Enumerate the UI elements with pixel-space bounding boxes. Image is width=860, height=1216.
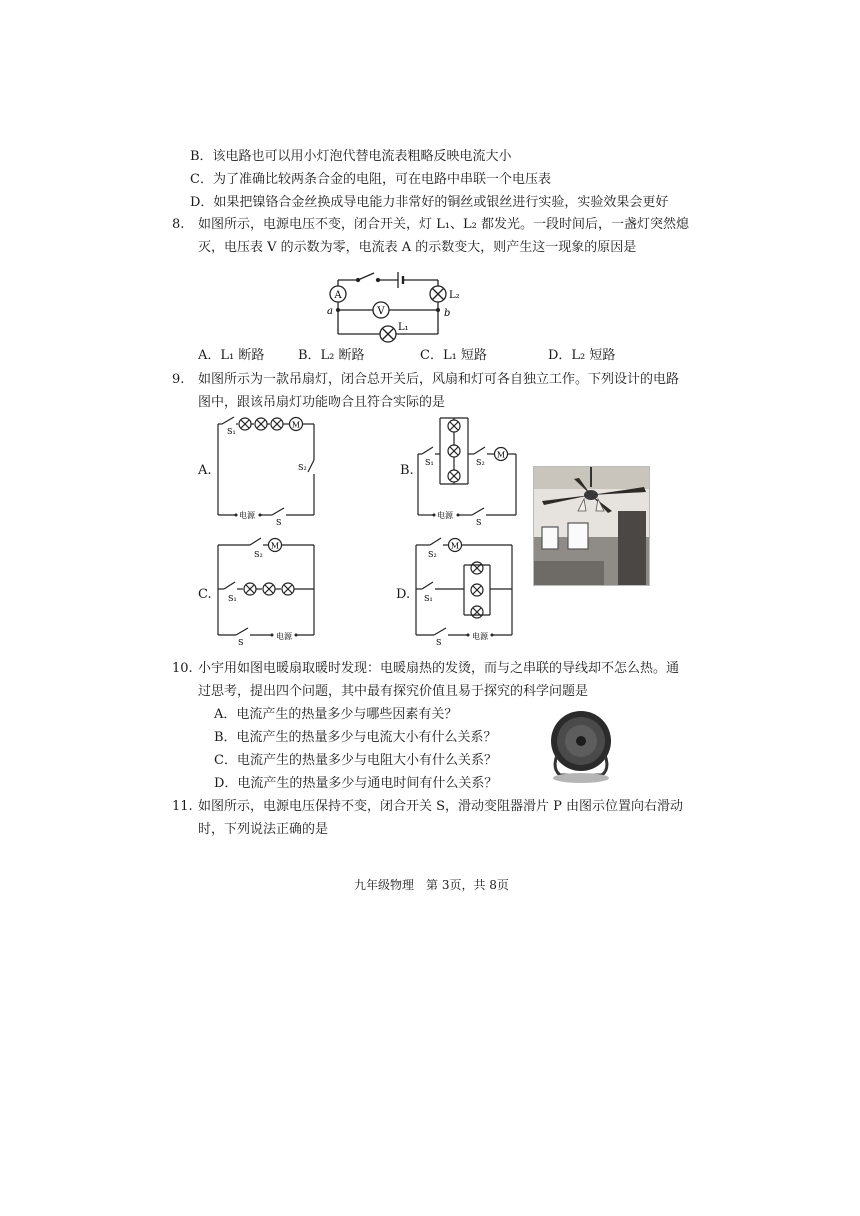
- q10-option-a: A．电流产生的热量多少与哪些因素有关？: [214, 707, 458, 722]
- q9-number: 9.: [172, 372, 185, 387]
- ammeter-label: A: [334, 290, 342, 301]
- switch-s1-label: S₁: [424, 594, 433, 603]
- q9-label-a: A.: [198, 463, 212, 478]
- motor-label: M: [270, 541, 280, 551]
- lamp2-label: L₂: [449, 290, 460, 301]
- motor-label: M: [450, 541, 460, 551]
- q8-option-d: D．L₂ 短路: [548, 348, 616, 363]
- switch-s-label: S: [476, 518, 482, 525]
- power-label: 电源: [239, 511, 255, 520]
- switch-s2-label: S₂: [476, 458, 485, 467]
- q8-text-line1: 如图所示，电源电压不变，闭合开关，灯 L₁、L₂ 都发光。一段时间后，一盏灯突然熄: [198, 217, 689, 232]
- q9-text-line1: 如图所示为一款吊扇灯，闭合总开关后，风扇和灯可各自独立工作。下列设计的电路: [198, 372, 680, 387]
- q8-number: 8.: [172, 217, 185, 232]
- switch-s1-label: S₁: [227, 427, 236, 436]
- q8-option-b: B．L₂ 断路: [298, 348, 365, 363]
- q10-option-b: B．电流产生的热量多少与电流大小有什么关系？: [214, 730, 497, 745]
- q7-option-d: D．如果把镍铬合金丝换成导电能力非常好的铜丝或银丝进行实验，实验效果会更好: [190, 195, 669, 210]
- switch-s-label: S: [238, 638, 244, 647]
- q11-number: 11.: [172, 799, 193, 814]
- q11-text-line2: 时，下列说法正确的是: [198, 822, 329, 837]
- switch-s-label: S: [276, 518, 282, 525]
- power-label: 电源: [437, 511, 453, 520]
- lamp1-label: L₁: [398, 322, 409, 333]
- ceiling-fan-image: [534, 467, 649, 585]
- q8-circuit-diagram: [318, 268, 478, 348]
- motor-label: M: [291, 420, 301, 430]
- switch-s2-label: S₂: [298, 463, 307, 472]
- q10-option-d: D．电流产生的热量多少与通电时间有什么关系？: [214, 776, 498, 791]
- q9-circuit-a: [210, 410, 325, 525]
- switch-s1-label: S₁: [425, 458, 434, 467]
- q7-option-b: B．该电路也可以用小灯泡代替电流表粗略反映电流大小: [190, 149, 512, 164]
- ceiling-fan-photo: [533, 466, 650, 586]
- q8-option-c: C．L₁ 短路: [420, 348, 487, 363]
- page-footer: 九年级物理 第 3页，共 8页: [354, 878, 509, 892]
- q9-circuit-d: [408, 535, 523, 647]
- q8-text-line2: 灭，电压表 V 的示数为零，电流表 A 的示数变大，则产生这一现象的原因是: [198, 240, 637, 255]
- q7-option-c: C．为了准确比较两条合金的电阻，可在电路中串联一个电压表: [190, 172, 551, 187]
- q10-option-c: C．电流产生的热量多少与电阻大小有什么关系？: [214, 753, 497, 768]
- voltmeter-label: V: [377, 306, 385, 317]
- power-label: 电源: [276, 632, 292, 641]
- q9-label-c: C.: [198, 587, 212, 602]
- q9-circuit-b: [412, 410, 527, 525]
- q10-text-line2: 过思考，提出四个问题，其中最有探究价值且易于探究的科学问题是: [198, 684, 589, 699]
- node-a-label: a: [327, 306, 333, 317]
- electric-heater-photo: [540, 705, 622, 787]
- q8-options: [198, 347, 638, 365]
- switch-s2-label: S₂: [254, 550, 263, 559]
- q9-label-b: B.: [400, 463, 414, 478]
- q9-label-d: D.: [396, 587, 411, 602]
- switch-s-label: S: [436, 638, 442, 647]
- motor-label: M: [496, 450, 506, 460]
- q10-number: 10.: [172, 661, 193, 676]
- power-label: 电源: [472, 632, 488, 641]
- switch-s2-label: S₂: [428, 550, 437, 559]
- q10-text-line1: 小宇用如图电暖扇取暖时发现：电暖扇热的发烫，而与之串联的导线却不怎么热。通: [198, 661, 680, 676]
- node-b-label: b: [444, 308, 451, 319]
- q8-option-a: A．L₁ 断路: [198, 348, 265, 363]
- q9-text-line2: 图中，跟该吊扇灯功能吻合且符合实际的是: [198, 395, 446, 410]
- switch-s1-label: S₁: [228, 594, 237, 603]
- q11-text-line1: 如图所示，电源电压保持不变，闭合开关 S，滑动变阻器滑片 P 由图示位置向右滑动: [198, 799, 684, 814]
- q9-circuit-c: [210, 535, 325, 647]
